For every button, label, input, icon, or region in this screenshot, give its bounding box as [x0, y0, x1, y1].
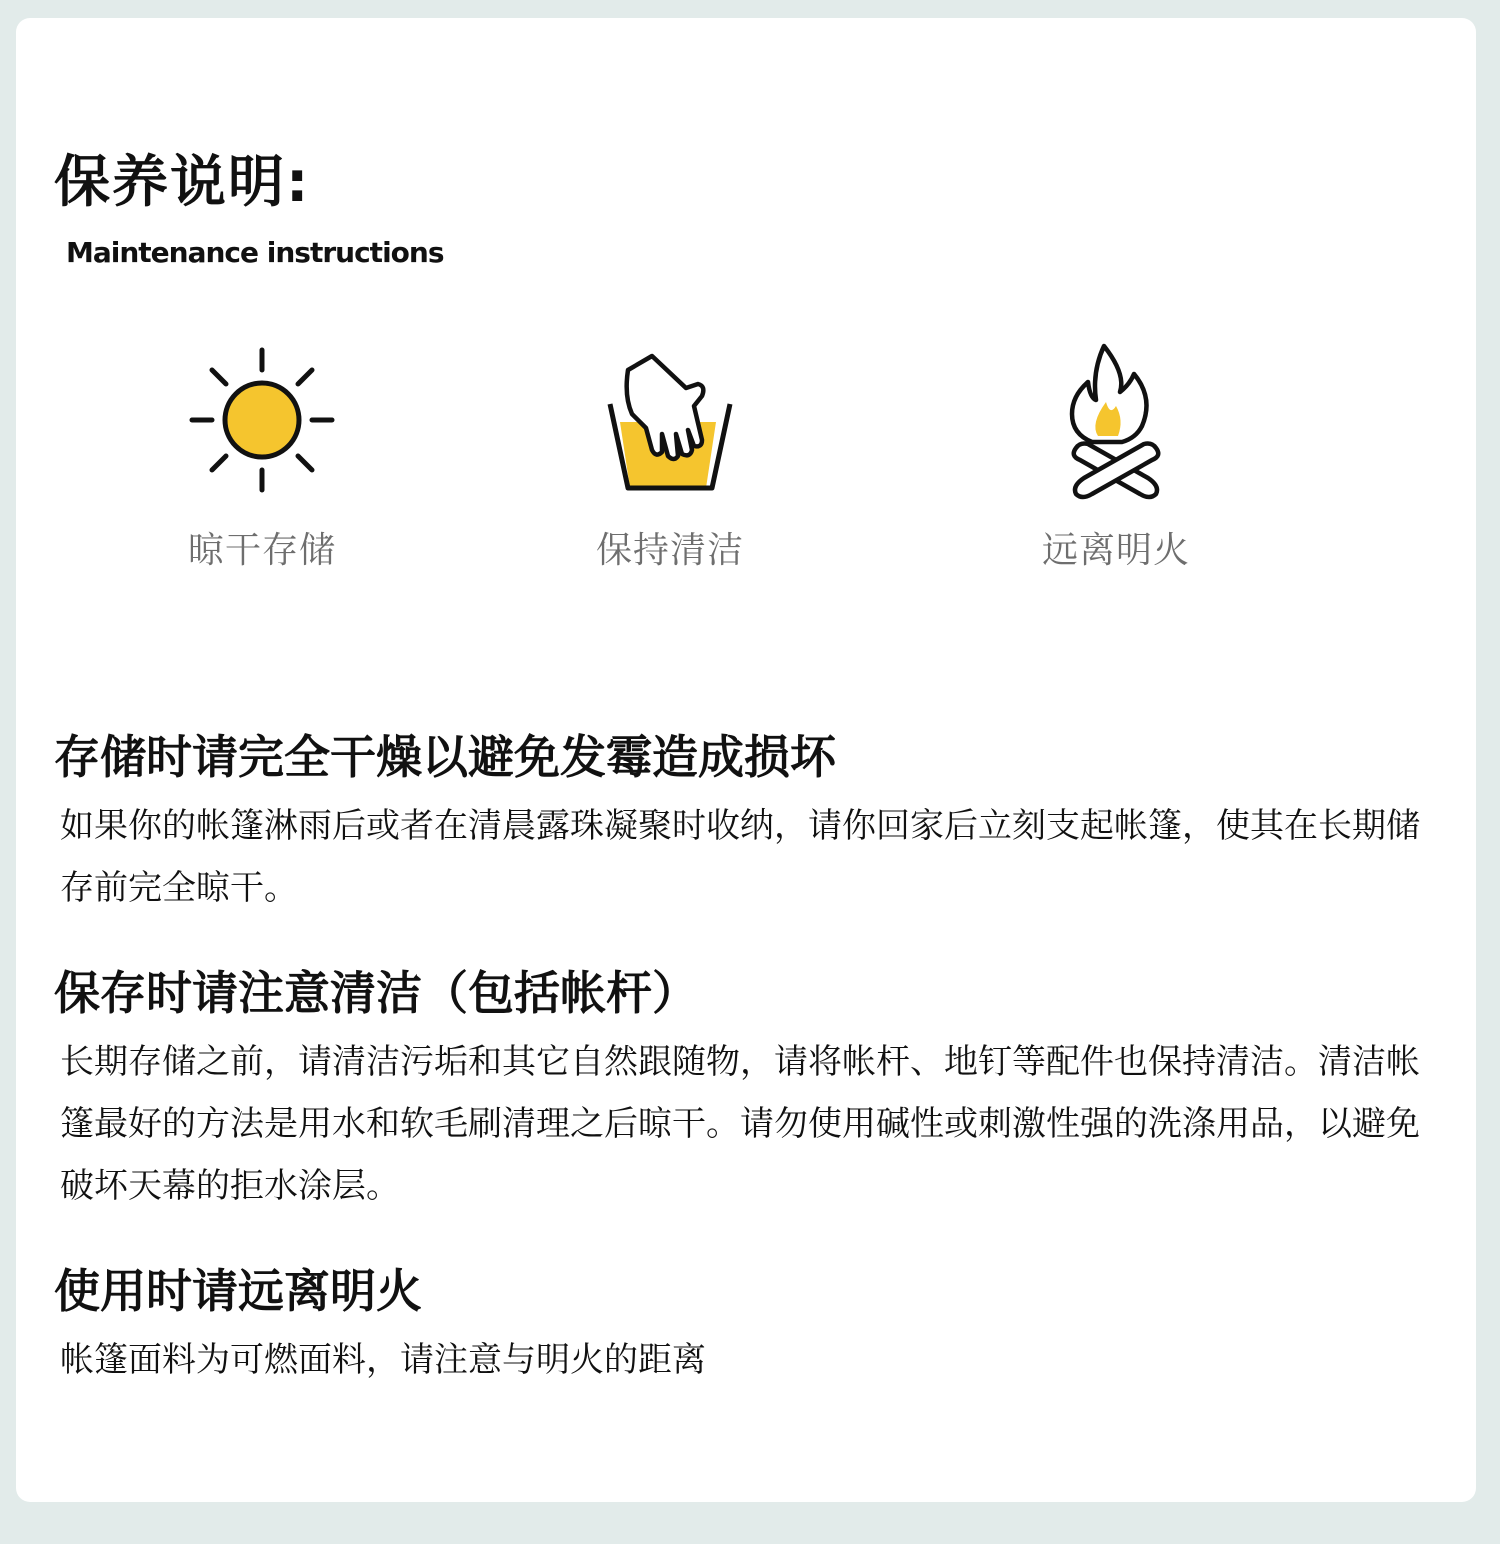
page-title: 保养说明:	[54, 150, 311, 215]
section-body: 如果你的帐篷淋雨后或者在清晨露珠凝聚时收纳，请你回家后立刻支起帐篷，使其在长期储存前完全晾干。	[60, 806, 1420, 909]
care-item-fire	[966, 340, 1266, 573]
sun-icon	[182, 340, 342, 500]
section-body: 帐篷面料为可燃面料，请注意与明火的距离	[60, 1340, 706, 1381]
section-body: 长期存储之前，请清洁污垢和其它自然跟随物，请将帐杆、地钉等配件也保持清洁。清洁帐篷最好的方法是用水和软毛刷清理之后晾干。请勿使用碱性或刺激性强的洗涤用品，以避免破坏天幕的拒水涂层。	[60, 1042, 1420, 1207]
campfire-icon	[1036, 340, 1196, 500]
hand-wash-icon	[590, 340, 750, 500]
care-label-clean: 保持清洁	[595, 530, 744, 571]
section-heading: 存储时请完全干燥以避免发霉造成损坏	[54, 730, 836, 784]
section-cleaning	[54, 966, 1454, 1217]
care-label-fire: 远离明火	[1041, 530, 1190, 571]
section-fire-safety	[54, 1264, 1454, 1391]
section-heading: 使用时请远离明火	[54, 1264, 422, 1318]
page-subtitle: Maintenance instructions	[66, 236, 444, 269]
care-label-dry: 晾干存储	[187, 530, 336, 571]
section-dry-storage	[54, 730, 1454, 919]
care-item-clean	[520, 340, 820, 573]
care-item-dry	[112, 340, 412, 573]
section-heading: 保存时请注意清洁（包括帐杆）	[54, 966, 698, 1020]
